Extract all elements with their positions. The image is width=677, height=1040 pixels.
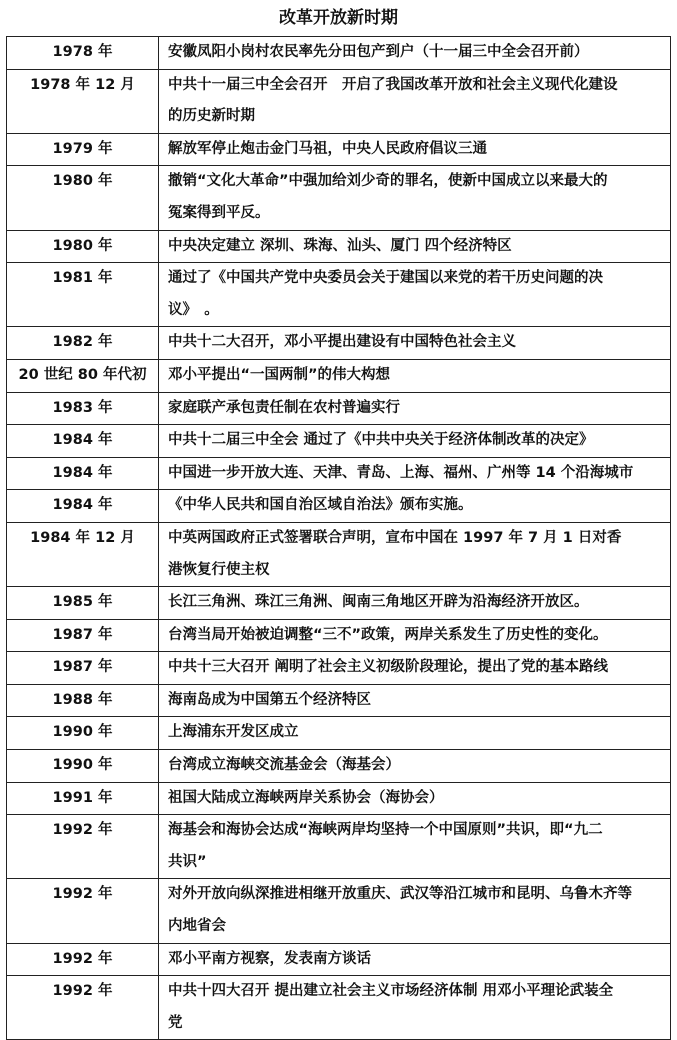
event-text-line: 中共十二大召开，邓小平提出建设有中国特色社会主义 bbox=[168, 334, 516, 351]
year-cell: 1978 年 bbox=[7, 37, 159, 70]
event-text-line: 党 bbox=[168, 1014, 183, 1031]
event-cell bbox=[159, 587, 671, 620]
year-cell: 1990 年 bbox=[7, 750, 159, 783]
year-cell: 1992 年 bbox=[7, 943, 159, 976]
table-row bbox=[7, 263, 671, 327]
event-cell bbox=[159, 976, 671, 1040]
table-row bbox=[7, 166, 671, 230]
table-row bbox=[7, 69, 671, 133]
year-cell: 1980 年 bbox=[7, 230, 159, 263]
event-text-line: 冤案得到平反。 bbox=[168, 204, 270, 221]
event-cell bbox=[159, 782, 671, 815]
year-cell: 1984 年 bbox=[7, 457, 159, 490]
document-title: 改革开放新时期 bbox=[279, 8, 398, 28]
event-text-line: 家庭联产承包责任制在农村普遍实行 bbox=[168, 399, 400, 416]
table-row bbox=[7, 587, 671, 620]
table-row bbox=[7, 392, 671, 425]
table-row bbox=[7, 750, 671, 783]
event-cell bbox=[159, 684, 671, 717]
year-cell: 1984 年 bbox=[7, 490, 159, 523]
event-cell bbox=[159, 230, 671, 263]
event-cell bbox=[159, 327, 671, 360]
event-cell bbox=[159, 522, 671, 586]
event-text-line: 台湾当局开始被迫调整“三不”政策，两岸关系发生了历史性的变化。 bbox=[168, 626, 608, 643]
event-cell bbox=[159, 359, 671, 392]
table-row bbox=[7, 782, 671, 815]
event-text-line: 台湾成立海峡交流基金会（海基会） bbox=[168, 757, 400, 774]
table-row bbox=[7, 652, 671, 685]
event-cell bbox=[159, 943, 671, 976]
event-cell bbox=[159, 425, 671, 458]
event-text-line: 内地省会 bbox=[168, 918, 226, 935]
event-text-line: 中共十四大召开 提出建立社会主义市场经济体制 用邓小平理论武装全 bbox=[168, 983, 614, 1000]
event-text-line: 解放军停止炮击金门马祖，中央人民政府倡议三通 bbox=[168, 140, 487, 157]
event-cell bbox=[159, 652, 671, 685]
event-cell bbox=[159, 263, 671, 327]
event-text-line: 的历史新时期 bbox=[168, 108, 255, 125]
table-row bbox=[7, 230, 671, 263]
table-row bbox=[7, 490, 671, 523]
event-text-line: 上海浦东开发区成立 bbox=[168, 724, 299, 741]
event-text-line: 撤销“文化大革命”中强加给刘少奇的罪名，使新中国成立以来最大的 bbox=[168, 173, 608, 190]
year-cell: 1982 年 bbox=[7, 327, 159, 360]
event-cell bbox=[159, 133, 671, 166]
year-cell: 1988 年 bbox=[7, 684, 159, 717]
timeline-table bbox=[6, 36, 671, 1040]
table-row bbox=[7, 425, 671, 458]
table-row bbox=[7, 37, 671, 70]
year-cell: 1987 年 bbox=[7, 619, 159, 652]
event-text-line: 中共十二届三中全会 通过了《中共中央关于经济体制改革的决定》 bbox=[168, 432, 594, 449]
year-cell: 1990 年 bbox=[7, 717, 159, 750]
year-cell: 1992 年 bbox=[7, 879, 159, 943]
event-text-line: 邓小平南方视察，发表南方谈话 bbox=[168, 950, 371, 967]
event-text-line: 中央决定建立 深圳、珠海、汕头、厦门 四个经济特区 bbox=[168, 237, 512, 254]
year-cell: 20 世纪 80 年代初 bbox=[7, 359, 159, 392]
year-cell: 1981 年 bbox=[7, 263, 159, 327]
event-text-line: 安徽凤阳小岗村农民率先分田包产到户（十一届三中全会召开前） bbox=[168, 44, 589, 60]
year-cell: 1991 年 bbox=[7, 782, 159, 815]
event-text-line: 通过了《中国共产党中央委员会关于建国以来党的若干历史问题的决 bbox=[168, 270, 603, 287]
table-row bbox=[7, 133, 671, 166]
event-cell bbox=[159, 815, 671, 879]
event-cell bbox=[159, 166, 671, 230]
year-cell: 1992 年 bbox=[7, 976, 159, 1040]
year-cell: 1984 年 bbox=[7, 425, 159, 458]
event-text-line: 共识” bbox=[168, 853, 207, 870]
event-cell bbox=[159, 879, 671, 943]
event-text-line: 中共十三大召开 阐明了社会主义初级阶段理论，提出了党的基本路线 bbox=[168, 659, 609, 676]
table-row bbox=[7, 327, 671, 360]
table-row bbox=[7, 619, 671, 652]
event-text-line: 祖国大陆成立海峡两岸关系协会（海协会） bbox=[168, 789, 444, 806]
table-row bbox=[7, 943, 671, 976]
year-cell: 1992 年 bbox=[7, 815, 159, 879]
year-cell: 1987 年 bbox=[7, 652, 159, 685]
table-row bbox=[7, 522, 671, 586]
event-text-line: 海基会和海协会达成“海峡两岸均坚持一个中国原则”共识，即“九二 bbox=[168, 822, 603, 839]
table-row bbox=[7, 684, 671, 717]
table-row bbox=[7, 815, 671, 879]
table-row bbox=[7, 717, 671, 750]
event-text-line: 海南岛成为中国第五个经济特区 bbox=[168, 691, 371, 708]
table-row bbox=[7, 976, 671, 1040]
event-text-line: 中英两国政府正式签署联合声明，宣布中国在 1997 年 7 月 1 日对香 bbox=[168, 529, 622, 546]
table-row bbox=[7, 879, 671, 943]
year-cell: 1979 年 bbox=[7, 133, 159, 166]
event-cell bbox=[159, 69, 671, 133]
event-text-line: 邓小平提出“一国两制”的伟大构想 bbox=[168, 366, 391, 383]
year-cell: 1983 年 bbox=[7, 392, 159, 425]
event-cell bbox=[159, 490, 671, 523]
event-cell bbox=[159, 457, 671, 490]
event-text-line: 议》 。 bbox=[168, 301, 219, 318]
event-text-line: 对外开放向纵深推进相继开放重庆、武汉等沿江城市和昆明、乌鲁木齐等 bbox=[168, 886, 632, 903]
event-text-line: 长江三角洲、珠江三角洲、闽南三角地区开辟为沿海经济开放区。 bbox=[168, 594, 589, 611]
event-cell bbox=[159, 392, 671, 425]
event-text-line: 港恢复行使主权 bbox=[168, 561, 270, 578]
year-cell: 1984 年 12 月 bbox=[7, 522, 159, 586]
event-cell bbox=[159, 619, 671, 652]
event-text-line: 《中华人民共和国自治区域自治法》颁布实施。 bbox=[168, 497, 473, 514]
event-text-line: 中国进一步开放大连、天津、青岛、上海、福州、广州等 14 个沿海城市 bbox=[168, 464, 634, 481]
event-cell bbox=[159, 750, 671, 783]
table-row bbox=[7, 359, 671, 392]
event-cell bbox=[159, 37, 671, 70]
event-cell bbox=[159, 717, 671, 750]
year-cell: 1985 年 bbox=[7, 587, 159, 620]
year-cell: 1978 年 12 月 bbox=[7, 69, 159, 133]
event-text-line: 中共十一届三中全会召开 开启了我国改革开放和社会主义现代化建设 bbox=[168, 76, 618, 93]
year-cell: 1980 年 bbox=[7, 166, 159, 230]
table-row bbox=[7, 457, 671, 490]
